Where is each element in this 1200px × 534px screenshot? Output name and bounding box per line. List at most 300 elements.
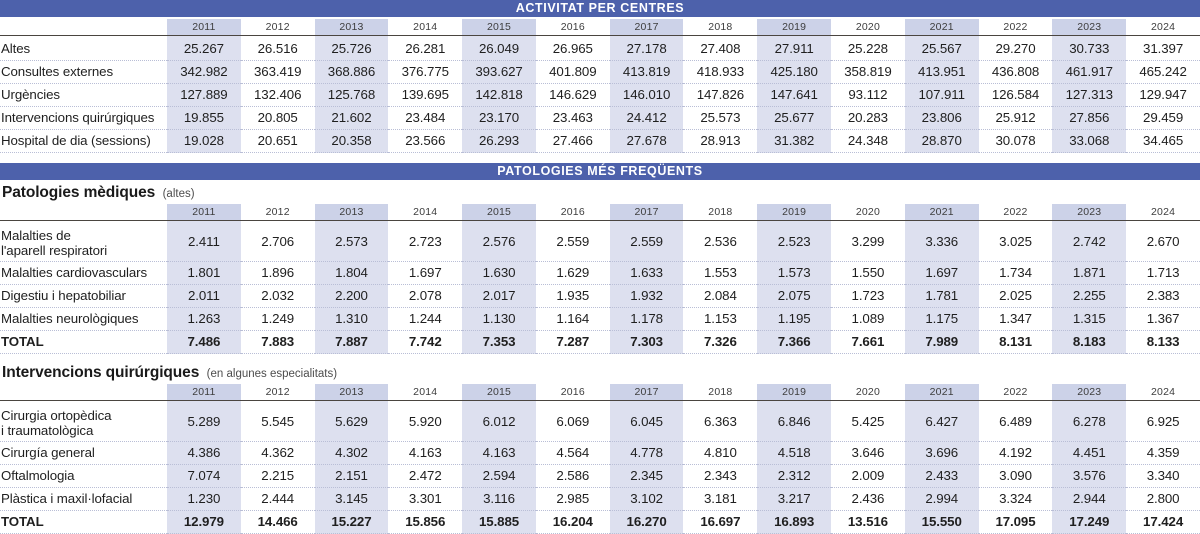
cell-value: 2.573	[315, 223, 389, 262]
row-label: TOTAL	[0, 331, 167, 354]
cell-value: 2.255	[1052, 285, 1126, 308]
row-label: Cirurgía general	[0, 442, 167, 465]
cell-value: 2.075	[757, 285, 831, 308]
section-banner-title: ACTIVITAT PER CENTRES	[515, 1, 685, 16]
table-row	[0, 107, 1200, 130]
cell-value: 342.982	[167, 61, 241, 84]
cell-value: 4.451	[1052, 442, 1126, 465]
cell-value: 5.920	[388, 403, 462, 442]
year-header-2012: 2012	[265, 206, 290, 218]
cell-value: 363.419	[241, 61, 315, 84]
year-header-2022: 2022	[1003, 21, 1028, 33]
cell-value: 368.886	[315, 61, 389, 84]
cell-value: 27.408	[683, 38, 757, 61]
cell-value: 8.183	[1052, 331, 1126, 354]
cell-value: 6.012	[462, 403, 536, 442]
cell-value: 27.911	[757, 38, 831, 61]
cell-value: 27.466	[536, 130, 610, 153]
year-header-2020: 2020	[855, 21, 881, 33]
row-label: Consultes externes	[0, 61, 167, 84]
cell-value: 31.382	[757, 130, 831, 153]
table-row	[0, 285, 1200, 308]
cell-value: 16.893	[757, 511, 831, 534]
cell-value: 425.180	[757, 61, 831, 84]
table-row	[0, 442, 1200, 465]
table-row	[0, 84, 1200, 107]
cell-value: 30.733	[1052, 38, 1126, 61]
cell-value: 1.629	[536, 262, 610, 285]
year-header-2024: 2024	[1151, 206, 1176, 218]
cell-value: 4.362	[241, 442, 315, 465]
table-row	[0, 223, 1200, 262]
row-label: TOTAL	[0, 511, 167, 534]
subheading-title: Intervencions quirúrgiques	[2, 364, 200, 381]
cell-value: 1.310	[315, 308, 389, 331]
year-header-2013: 2013	[315, 384, 389, 401]
cell-value: 2.436	[831, 488, 905, 511]
cell-value: 461.917	[1052, 61, 1126, 84]
cell-value: 19.028	[167, 130, 241, 153]
cell-value: 4.359	[1126, 442, 1200, 465]
cell-value: 4.810	[683, 442, 757, 465]
cell-value: 3.181	[683, 488, 757, 511]
cell-value: 12.979	[167, 511, 241, 534]
cell-value: 27.178	[610, 38, 684, 61]
year-header-2016: 2016	[560, 206, 585, 218]
cell-value: 2.706	[241, 223, 315, 262]
cell-value: 4.386	[167, 442, 241, 465]
year-header-2019: 2019	[757, 384, 831, 401]
cell-value: 20.805	[241, 107, 315, 130]
cell-value: 26.516	[241, 38, 315, 61]
row-label: Urgències	[0, 84, 167, 107]
row-label-line2: i traumatològica	[1, 423, 94, 438]
year-header-row	[0, 204, 1200, 221]
cell-value: 2.594	[462, 465, 536, 488]
cell-value: 1.164	[536, 308, 610, 331]
cell-value: 1.347	[979, 308, 1053, 331]
cell-value: 147.826	[683, 84, 757, 107]
cell-value: 132.406	[241, 84, 315, 107]
cell-value: 1.804	[315, 262, 389, 285]
cell-value: 7.887	[315, 331, 389, 354]
year-header-2018: 2018	[708, 206, 733, 218]
cell-value: 376.775	[388, 61, 462, 84]
subheading-patologies-mediques	[0, 180, 1200, 204]
cell-value: 8.131	[979, 331, 1053, 354]
year-header-2013: 2013	[315, 19, 389, 36]
year-header-2024: 2024	[1151, 386, 1176, 398]
cell-value: 5.629	[315, 403, 389, 442]
cell-value: 26.293	[462, 130, 536, 153]
cell-value: 6.925	[1126, 403, 1200, 442]
cell-value: 6.278	[1052, 403, 1126, 442]
cell-value: 13.516	[831, 511, 905, 534]
cell-value: 1.573	[757, 262, 831, 285]
section-banner-title: PATOLOGIES MÉS FREQÜENTS	[497, 164, 703, 179]
cell-value: 2.742	[1052, 223, 1126, 262]
cell-value: 15.550	[905, 511, 979, 534]
cell-value: 25.228	[831, 38, 905, 61]
year-header-2016: 2016	[560, 21, 585, 33]
cell-value: 2.433	[905, 465, 979, 488]
cell-value: 2.151	[315, 465, 389, 488]
cell-value: 15.856	[388, 511, 462, 534]
cell-value: 4.163	[388, 442, 462, 465]
cell-value: 15.885	[462, 511, 536, 534]
section-banner-activitat	[0, 0, 1200, 17]
cell-value: 2.994	[905, 488, 979, 511]
row-label: Malalties cardiovasculars	[0, 262, 167, 285]
year-header-2021: 2021	[905, 19, 979, 36]
cell-value: 29.270	[979, 38, 1053, 61]
cell-value: 6.489	[979, 403, 1053, 442]
year-header-2017: 2017	[610, 384, 684, 401]
cell-value: 1.871	[1052, 262, 1126, 285]
cell-value: 5.545	[241, 403, 315, 442]
cell-value: 21.602	[315, 107, 389, 130]
year-header-row	[0, 19, 1200, 36]
table-row	[0, 262, 1200, 285]
cell-value: 27.678	[610, 130, 684, 153]
year-header-2012: 2012	[265, 21, 290, 33]
cell-value: 5.425	[831, 403, 905, 442]
cell-value: 19.855	[167, 107, 241, 130]
cell-value: 413.819	[610, 61, 684, 84]
cell-value: 4.518	[757, 442, 831, 465]
cell-value: 2.559	[536, 223, 610, 262]
cell-value: 2.723	[388, 223, 462, 262]
year-header-2021: 2021	[905, 384, 979, 401]
year-header-2023: 2023	[1052, 19, 1126, 36]
cell-value: 2.444	[241, 488, 315, 511]
year-header-2015: 2015	[462, 384, 536, 401]
cell-value: 4.564	[536, 442, 610, 465]
cell-value: 1.723	[831, 285, 905, 308]
cell-value: 31.397	[1126, 38, 1200, 61]
cell-value: 2.670	[1126, 223, 1200, 262]
cell-value: 1.734	[979, 262, 1053, 285]
cell-value: 2.345	[610, 465, 684, 488]
cell-value: 16.697	[683, 511, 757, 534]
cell-value: 23.806	[905, 107, 979, 130]
cell-value: 1.230	[167, 488, 241, 511]
cell-value: 6.427	[905, 403, 979, 442]
year-header-2011: 2011	[167, 384, 241, 401]
year-header-2024: 2024	[1151, 21, 1176, 33]
cell-value: 26.049	[462, 38, 536, 61]
row-label: Intervencions quirúrgiques	[0, 107, 167, 130]
cell-value: 6.045	[610, 403, 684, 442]
cell-value: 2.011	[167, 285, 241, 308]
year-header-2012: 2012	[265, 386, 290, 398]
row-label: Hospital de dia (sessions)	[0, 130, 167, 153]
year-header-2020: 2020	[855, 206, 881, 218]
cell-value: 20.358	[315, 130, 389, 153]
cell-value: 2.944	[1052, 488, 1126, 511]
row-label: Plàstica i maxil·lofacial	[0, 488, 167, 511]
cell-value: 7.074	[167, 465, 241, 488]
cell-value: 93.112	[831, 84, 905, 107]
year-header-2015: 2015	[462, 19, 536, 36]
cell-value: 413.951	[905, 61, 979, 84]
cell-value: 1.249	[241, 308, 315, 331]
cell-value: 1.175	[905, 308, 979, 331]
section-banner-patologies	[0, 163, 1200, 180]
cell-value: 17.095	[979, 511, 1053, 534]
cell-value: 1.935	[536, 285, 610, 308]
row-label	[0, 403, 167, 442]
year-header-2018: 2018	[708, 386, 733, 398]
cell-value: 33.068	[1052, 130, 1126, 153]
cell-value: 17.249	[1052, 511, 1126, 534]
cell-value: 25.267	[167, 38, 241, 61]
year-header-2021: 2021	[905, 204, 979, 221]
row-label: Oftalmologia	[0, 465, 167, 488]
cell-value: 2.017	[462, 285, 536, 308]
cell-value: 3.116	[462, 488, 536, 511]
year-header-2017: 2017	[610, 204, 684, 221]
cell-value: 1.089	[831, 308, 905, 331]
cell-value: 127.313	[1052, 84, 1126, 107]
year-header-2018: 2018	[708, 21, 733, 33]
cell-value: 4.192	[979, 442, 1053, 465]
cell-value: 3.336	[905, 223, 979, 262]
cell-value: 27.856	[1052, 107, 1126, 130]
year-header-2022: 2022	[1003, 386, 1028, 398]
cell-value: 1.315	[1052, 308, 1126, 331]
cell-value: 28.913	[683, 130, 757, 153]
cell-value: 34.465	[1126, 130, 1200, 153]
table-row	[0, 465, 1200, 488]
cell-value: 436.808	[979, 61, 1053, 84]
year-header-2011: 2011	[167, 204, 241, 221]
table-intervencions-quirurgiques	[0, 384, 1200, 534]
cell-value: 8.133	[1126, 331, 1200, 354]
cell-value: 16.204	[536, 511, 610, 534]
cell-value: 358.819	[831, 61, 905, 84]
cell-value: 7.742	[388, 331, 462, 354]
cell-value: 4.302	[315, 442, 389, 465]
cell-value: 3.025	[979, 223, 1053, 262]
subheading-intervencions-quirurgiques	[0, 360, 1200, 384]
cell-value: 1.263	[167, 308, 241, 331]
cell-value: 2.536	[683, 223, 757, 262]
year-header-corner	[0, 384, 167, 401]
cell-value: 2.025	[979, 285, 1053, 308]
cell-value: 25.567	[905, 38, 979, 61]
cell-value: 7.486	[167, 331, 241, 354]
cell-value: 20.651	[241, 130, 315, 153]
cell-value: 2.383	[1126, 285, 1200, 308]
year-header-2016: 2016	[560, 386, 585, 398]
cell-value: 465.242	[1126, 61, 1200, 84]
table-row	[0, 403, 1200, 442]
cell-value: 15.227	[315, 511, 389, 534]
cell-value: 7.883	[241, 331, 315, 354]
cell-value: 147.641	[757, 84, 831, 107]
cell-value: 2.078	[388, 285, 462, 308]
cell-value: 3.301	[388, 488, 462, 511]
cell-value: 4.163	[462, 442, 536, 465]
cell-value: 139.695	[388, 84, 462, 107]
year-header-2019: 2019	[757, 204, 831, 221]
cell-value: 1.244	[388, 308, 462, 331]
cell-value: 5.289	[167, 403, 241, 442]
cell-value: 23.484	[388, 107, 462, 130]
year-header-2014: 2014	[413, 21, 438, 33]
subheading-note: (en algunes especialitats)	[206, 368, 338, 380]
cell-value: 3.102	[610, 488, 684, 511]
cell-value: 1.633	[610, 262, 684, 285]
year-header-2023: 2023	[1052, 384, 1126, 401]
cell-value: 28.870	[905, 130, 979, 153]
cell-value: 3.217	[757, 488, 831, 511]
cell-value: 2.200	[315, 285, 389, 308]
cell-value: 146.629	[536, 84, 610, 107]
year-header-row	[0, 384, 1200, 401]
cell-value: 2.411	[167, 223, 241, 262]
cell-value: 7.366	[757, 331, 831, 354]
cell-value: 3.145	[315, 488, 389, 511]
cell-value: 3.646	[831, 442, 905, 465]
year-header-2017: 2017	[610, 19, 684, 36]
cell-value: 142.818	[462, 84, 536, 107]
table-row	[0, 308, 1200, 331]
cell-value: 1.178	[610, 308, 684, 331]
cell-value: 1.367	[1126, 308, 1200, 331]
table-row-total	[0, 511, 1200, 534]
table-row	[0, 130, 1200, 153]
cell-value: 2.800	[1126, 488, 1200, 511]
cell-value: 23.463	[536, 107, 610, 130]
cell-value: 14.466	[241, 511, 315, 534]
cell-value: 7.326	[683, 331, 757, 354]
table-patologies-mediques	[0, 204, 1200, 354]
cell-value: 2.586	[536, 465, 610, 488]
subheading-title: Patologies mèdiques	[2, 184, 156, 201]
cell-value: 1.781	[905, 285, 979, 308]
cell-value: 24.348	[831, 130, 905, 153]
cell-value: 418.933	[683, 61, 757, 84]
spacer	[0, 153, 1200, 163]
cell-value: 2.559	[610, 223, 684, 262]
cell-value: 29.459	[1126, 107, 1200, 130]
cell-value: 4.778	[610, 442, 684, 465]
cell-value: 24.412	[610, 107, 684, 130]
cell-value: 23.566	[388, 130, 462, 153]
cell-value: 1.801	[167, 262, 241, 285]
cell-value: 25.726	[315, 38, 389, 61]
row-label: Malalties neurològiques	[0, 308, 167, 331]
cell-value: 6.846	[757, 403, 831, 442]
cell-value: 127.889	[167, 84, 241, 107]
row-label-line1: Cirurgia ortopèdica	[1, 408, 112, 423]
cell-value: 2.032	[241, 285, 315, 308]
cell-value: 3.324	[979, 488, 1053, 511]
year-header-2014: 2014	[413, 206, 438, 218]
cell-value: 25.912	[979, 107, 1053, 130]
table-activitat-per-centres	[0, 19, 1200, 153]
cell-value: 1.932	[610, 285, 684, 308]
cell-value: 2.472	[388, 465, 462, 488]
cell-value: 1.697	[905, 262, 979, 285]
cell-value: 30.078	[979, 130, 1053, 153]
cell-value: 2.312	[757, 465, 831, 488]
cell-value: 2.576	[462, 223, 536, 262]
cell-value: 1.896	[241, 262, 315, 285]
cell-value: 1.550	[831, 262, 905, 285]
row-label-line1: Malalties de	[1, 228, 71, 243]
subheading-note: (altes)	[162, 188, 195, 200]
cell-value: 2.985	[536, 488, 610, 511]
year-header-2013: 2013	[315, 204, 389, 221]
year-header-corner	[0, 19, 167, 36]
cell-value: 129.947	[1126, 84, 1200, 107]
cell-value: 1.630	[462, 262, 536, 285]
cell-value: 1.713	[1126, 262, 1200, 285]
cell-value: 6.069	[536, 403, 610, 442]
cell-value: 3.090	[979, 465, 1053, 488]
year-header-2019: 2019	[757, 19, 831, 36]
year-header-2020: 2020	[855, 386, 881, 398]
year-header-2011: 2011	[167, 19, 241, 36]
year-header-corner	[0, 204, 167, 221]
cell-value: 7.989	[905, 331, 979, 354]
cell-value: 1.697	[388, 262, 462, 285]
cell-value: 7.303	[610, 331, 684, 354]
row-label	[0, 223, 167, 262]
cell-value: 1.553	[683, 262, 757, 285]
cell-value: 20.283	[831, 107, 905, 130]
cell-value: 16.270	[610, 511, 684, 534]
year-header-2014: 2014	[413, 386, 438, 398]
cell-value: 26.965	[536, 38, 610, 61]
cell-value: 393.627	[462, 61, 536, 84]
table-row	[0, 61, 1200, 84]
table-row	[0, 488, 1200, 511]
cell-value: 23.170	[462, 107, 536, 130]
cell-value: 146.010	[610, 84, 684, 107]
cell-value: 1.153	[683, 308, 757, 331]
cell-value: 3.299	[831, 223, 905, 262]
year-header-2022: 2022	[1003, 206, 1028, 218]
cell-value: 2.084	[683, 285, 757, 308]
cell-value: 7.353	[462, 331, 536, 354]
row-label: Altes	[0, 38, 167, 61]
cell-value: 2.009	[831, 465, 905, 488]
cell-value: 26.281	[388, 38, 462, 61]
cell-value: 3.696	[905, 442, 979, 465]
cell-value: 107.911	[905, 84, 979, 107]
cell-value: 2.343	[683, 465, 757, 488]
table-row-total	[0, 331, 1200, 354]
cell-value: 2.215	[241, 465, 315, 488]
cell-value: 7.661	[831, 331, 905, 354]
cell-value: 1.195	[757, 308, 831, 331]
cell-value: 25.677	[757, 107, 831, 130]
year-header-2023: 2023	[1052, 204, 1126, 221]
cell-value: 1.130	[462, 308, 536, 331]
year-header-2015: 2015	[462, 204, 536, 221]
cell-value: 126.584	[979, 84, 1053, 107]
cell-value: 17.424	[1126, 511, 1200, 534]
row-label: Digestiu i hepatobiliar	[0, 285, 167, 308]
cell-value: 401.809	[536, 61, 610, 84]
cell-value: 3.340	[1126, 465, 1200, 488]
table-row	[0, 38, 1200, 61]
cell-value: 25.573	[683, 107, 757, 130]
